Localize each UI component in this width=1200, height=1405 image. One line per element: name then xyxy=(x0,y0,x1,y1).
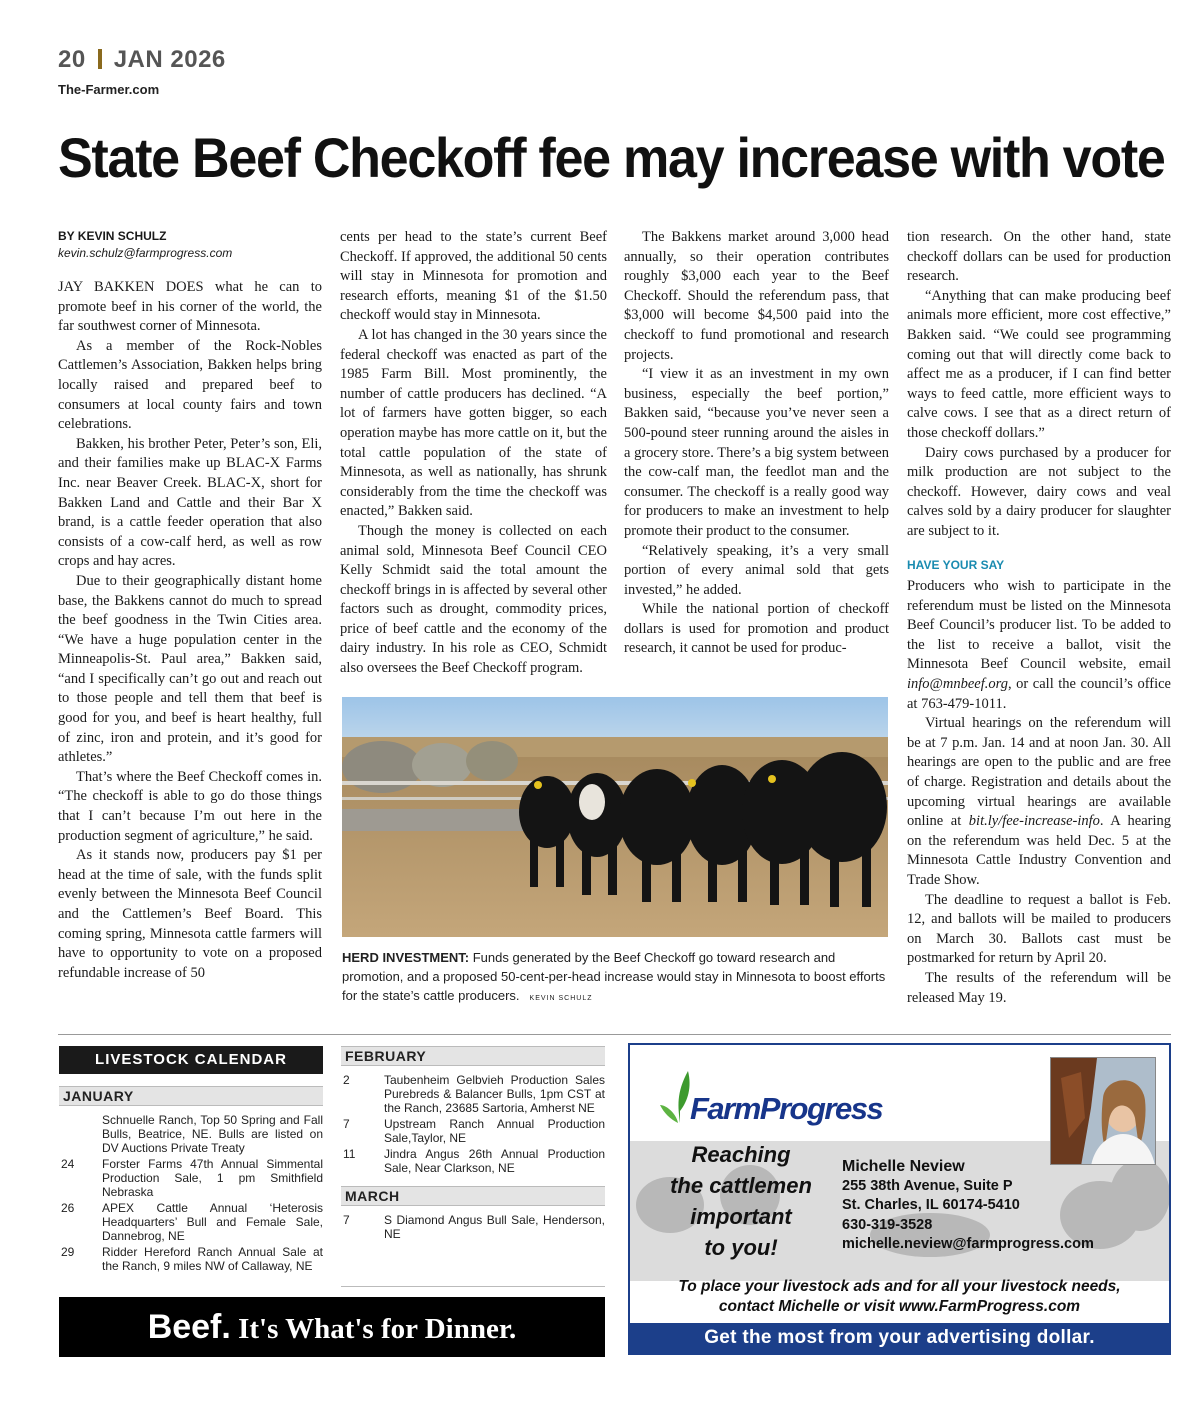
caption-lead: HERD INVESTMENT: xyxy=(342,950,470,965)
event-text: Taubenheim Gelbvieh Production Sales Purebreds & Balancer Bulls, 1pm CST at the Ranch, 23685 Sartoria, Amherst NE xyxy=(384,1073,605,1115)
article-column-2 xyxy=(340,228,607,679)
page-number: 20 xyxy=(58,46,86,73)
site-name[interactable]: The-Farmer.com xyxy=(58,82,160,97)
text: , or call the council’s office at 763-479-1011. xyxy=(907,676,1171,712)
ad-footer: Get the most from your advertising dollar. xyxy=(630,1323,1169,1353)
event-day: 29 xyxy=(61,1245,75,1259)
event-text: APEX Cattle Annual ‘Heterosis Headquarters’ Bull and Female Sale, Dannebrog, NE xyxy=(102,1201,323,1243)
author-email[interactable]: kevin.schulz@farmprogress.com xyxy=(58,246,233,260)
event-text: Jindra Angus 26th Annual Production Sale, Near Clarkson, NE xyxy=(384,1147,605,1175)
photo-caption xyxy=(342,948,888,1008)
calendar-feb-march xyxy=(341,1046,605,1287)
calendar-event xyxy=(59,1156,323,1200)
paragraph: A lot has changed in the 30 years since the federal checkoff was enacted as part of the 1985 Farm Bill. Most prominently, the number of cattle producers has declined. “A lot of farmers have gotten bigger, so each operation maybe has more cattle on it, but the total cattle population of the state of Minnesota, as well as nationally, has shrunk considerably from the time the checkoff was enacted,” Bakken said. xyxy=(340,326,607,520)
paragraph: As a member of the Rock-Nobles Cattlemen’s Association, Bakken helps bring locally raised and prepared beef to consumers at local county fairs and town celebrations. xyxy=(58,337,322,433)
cta-line[interactable]: contact Michelle or visit www.FarmProgress.com xyxy=(718,1298,1081,1315)
farmprogress-ad[interactable] xyxy=(628,1043,1171,1355)
livestock-calendar-title: LIVESTOCK CALENDAR xyxy=(59,1046,323,1074)
month-header: JANUARY xyxy=(59,1086,323,1106)
person-with-horse-photo xyxy=(1051,1058,1156,1165)
article-column-4 xyxy=(907,228,1171,1008)
council-email-link[interactable]: info@mnbeef.org xyxy=(907,676,1008,693)
calendar-event xyxy=(59,1200,323,1244)
calendar-event xyxy=(341,1146,605,1176)
photo-credit: KEVIN SCHULZ xyxy=(529,995,593,1002)
paragraph: “Relatively speaking, it’s a very small portion of every animal sold that gets invested,” he added. xyxy=(624,542,889,598)
calendar-event xyxy=(59,1112,323,1156)
event-day: 11 xyxy=(343,1147,356,1161)
ad-call-to-action xyxy=(630,1277,1169,1317)
article-headline: State Beef Checkoff fee may increase with vote xyxy=(58,126,1165,189)
paragraph: tion research. On the other hand, state checkoff dollars can be used for production research. xyxy=(907,229,1171,285)
slogan-line: to you! xyxy=(704,1235,778,1260)
ad-slogan xyxy=(646,1139,836,1263)
beef-banner-bold: Beef. xyxy=(147,1308,231,1346)
event-text: S Diamond Angus Bull Sale, Henderson, NE xyxy=(384,1213,605,1241)
paragraph: “Anything that can make producing beef animals more efficient, more cost effective,” Bakken said. “We could see programming coming out that will directly come back to affect me as a producer, if I can find better ways to feed cattle, more efficient ways to calve cows. I see that as a direct return of those checkoff dollars.” xyxy=(907,287,1171,441)
paragraph: That’s where the Beef Checkoff comes in. “The checkoff is able to go do those things that I can’t because I’m out here in the production segment of agriculture,” he said. xyxy=(58,768,322,844)
paragraph: Bakken, his brother Peter, Peter’s son, Eli, and their families make up BLAC-X Farms Inc. near Beaver Creek. BLAC-X, short for Bakken Land and Cattle and their Bar X brand, is a cattle feeder operation that also consists of a cow-calf herd, as well as row crops and hay acres. xyxy=(58,435,322,570)
calendar-event xyxy=(341,1072,605,1116)
contact-email[interactable]: michelle.neview@farmprogress.com xyxy=(842,1236,1094,1252)
paragraph xyxy=(907,714,1171,890)
page-folio xyxy=(58,46,226,74)
month-header: MARCH xyxy=(341,1186,605,1206)
event-text: Ridder Hereford Ranch Annual Sale at the Ranch, 9 miles NW of Callaway, NE xyxy=(102,1245,323,1273)
text: Producers who wish to participate in the referendum must be listed on the Minnesota Beef Council’s producer list. To be added to the list to receive a ballot, visit the Minnesota Beef Council website, email xyxy=(907,578,1171,673)
calendar-january xyxy=(59,1086,323,1274)
farmprogress-brand: FarmProgress xyxy=(690,1091,883,1126)
slogan-line: Reaching xyxy=(691,1142,791,1167)
article-column-3 xyxy=(624,228,889,659)
paragraph: Dairy cows purchased by a producer for milk production are not subject to the checkoff. However, dairy cows and veal calves sold by a dairy producer for slaughter are subject to it. xyxy=(907,444,1171,539)
contact-photo xyxy=(1050,1057,1156,1165)
paragraph: As it stands now, producers pay $1 per head at the time of sale, with the funds split evenly between the Minnesota Beef Council and the Cattlemen’s Beef Board. This coming spring, Minnesota cattle farmers will have to opportunity to vote on a proposed refundable increase of 50 xyxy=(58,847,322,981)
paragraph xyxy=(907,577,1171,714)
event-day: 7 xyxy=(343,1117,350,1131)
beef-banner xyxy=(59,1297,605,1357)
calendar-event xyxy=(341,1116,605,1146)
calendar-event xyxy=(341,1212,605,1242)
beef-banner-rest: It's What's for Dinner. xyxy=(230,1313,517,1345)
cattle-photo xyxy=(342,697,888,937)
hearing-info-link[interactable]: bit.ly/fee-increase-info xyxy=(968,813,1100,830)
event-day xyxy=(59,1113,102,1155)
paragraph: Though the money is collected on each animal sold, Minnesota Beef Council CEO Kelly Schmidt said the total amount the checkoff brings in is affected by several other factors such as drought, commodity prices, price of beef cattle and the economy of the dairy industry. In his role as CEO, Schmidt also oversees the Beef Checkoff program. xyxy=(340,522,607,677)
caption-text: Funds generated by the Beef Checkoff go toward research and promotion, and a proposed 50-cent-per-head increase would stay in Minnesota to boost efforts for the state’s cattle producers. xyxy=(342,950,886,1003)
article-column-1 xyxy=(58,228,322,983)
contact-name: Michelle Neview xyxy=(842,1158,965,1175)
contact-phone[interactable]: 630-319-3528 xyxy=(842,1216,933,1233)
paragraph: The results of the referendum will be released May 19. xyxy=(907,969,1171,1006)
folio-divider xyxy=(98,49,102,69)
event-day: 7 xyxy=(343,1213,350,1227)
paragraph: Due to their geographically distant home base, the Bakkens cannot do much to spread the beef goodness in the Twin Cities area. “We have a huge population center in the Minneapolis-St. Paul area,” Bakken said, “and I specifically can’t go out and reach out to those people and tell them that beef is good for you, and beef is heart healthy, full of zinc, iron and protein, and it’s good for athletes.” xyxy=(58,572,322,766)
issue-date: JAN 2026 xyxy=(113,46,226,73)
event-day: 26 xyxy=(61,1201,75,1215)
event-text: Forster Farms 47th Annual Simmental Production Sale, 1 pm Smithfield Nebraska xyxy=(102,1157,323,1199)
cta-line: To place your livestock ads and for all your livestock needs, xyxy=(678,1278,1121,1295)
paragraph: The Bakkens market around 3,000 head annually, so their operation contributes roughly $3,000 each year to the Beef Checkoff. Should the referendum pass, that $3,000 will become $4,500 paid into the checkoff to fund promotional and research projects. xyxy=(624,229,889,363)
month-header: FEBRUARY xyxy=(341,1046,605,1066)
paragraph: JAY BAKKEN DOES what he can to promote beef in his corner of the world, the far southwest corner of Minnesota. xyxy=(58,279,322,335)
text: . A hearing on the referendum was held Dec. 5 at the Minnesota Cattle Industry Convention and Trade Show. xyxy=(907,813,1171,888)
contact-address-1: 255 38th Avenue, Suite P xyxy=(842,1177,1013,1194)
event-day: 24 xyxy=(61,1157,75,1171)
ad-contact xyxy=(842,1157,1094,1255)
paragraph: The deadline to request a ballot is Feb. 12, and ballots will be mailed to producers on March 30. Ballots cast must be postmarked for return by April 20. xyxy=(907,891,1171,967)
event-day: 2 xyxy=(343,1073,350,1087)
subhead-have-your-say: HAVE YOUR SAY xyxy=(907,557,1005,572)
section-divider xyxy=(58,1034,1171,1035)
contact-address-2: St. Charles, IL 60174-5410 xyxy=(842,1197,1020,1213)
byline: BY KEVIN SCHULZ xyxy=(58,229,167,243)
text: Virtual hearings on the referendum will be at 7 p.m. Jan. 14 and at noon Jan. 30. All hearings are open to the public and are free of charge. Registration and details about the upcoming virtual hearings are available online at xyxy=(907,715,1171,830)
slogan-line: important xyxy=(690,1204,792,1229)
paragraph: “I view it as an investment in my own business, especially the beef portion,” Bakken said, “because you’ve never seen a 500-pound steer running around the aisles in a grocery store. There’s a big system between the cow-calf man, the feedlot man and the consumer. The checkoff is a really good way for producers to make an investment to help promote their product to the consumer. xyxy=(624,366,889,539)
event-text: Upstream Ranch Annual Production Sale,Taylor, NE xyxy=(384,1117,605,1145)
calendar-event xyxy=(59,1244,323,1274)
event-text: Schnuelle Ranch, Top 50 Spring and Fall Bulls, Beatrice, NE. Bulls are listed on DV Auctions Private Treaty xyxy=(102,1113,323,1155)
slogan-line: the cattlemen xyxy=(670,1173,812,1198)
paragraph: While the national portion of checkoff dollars is used for promotion and product research, it cannot be used for produc- xyxy=(624,601,889,657)
cattle-photo-illustration xyxy=(342,697,888,937)
paragraph: cents per head to the state’s current Beef Checkoff. If approved, the additional 50 cents will stay in Minnesota for promotion and research efforts, meaning $1 of the $1.50 checkoff would stay in Minnesota. xyxy=(340,229,607,324)
